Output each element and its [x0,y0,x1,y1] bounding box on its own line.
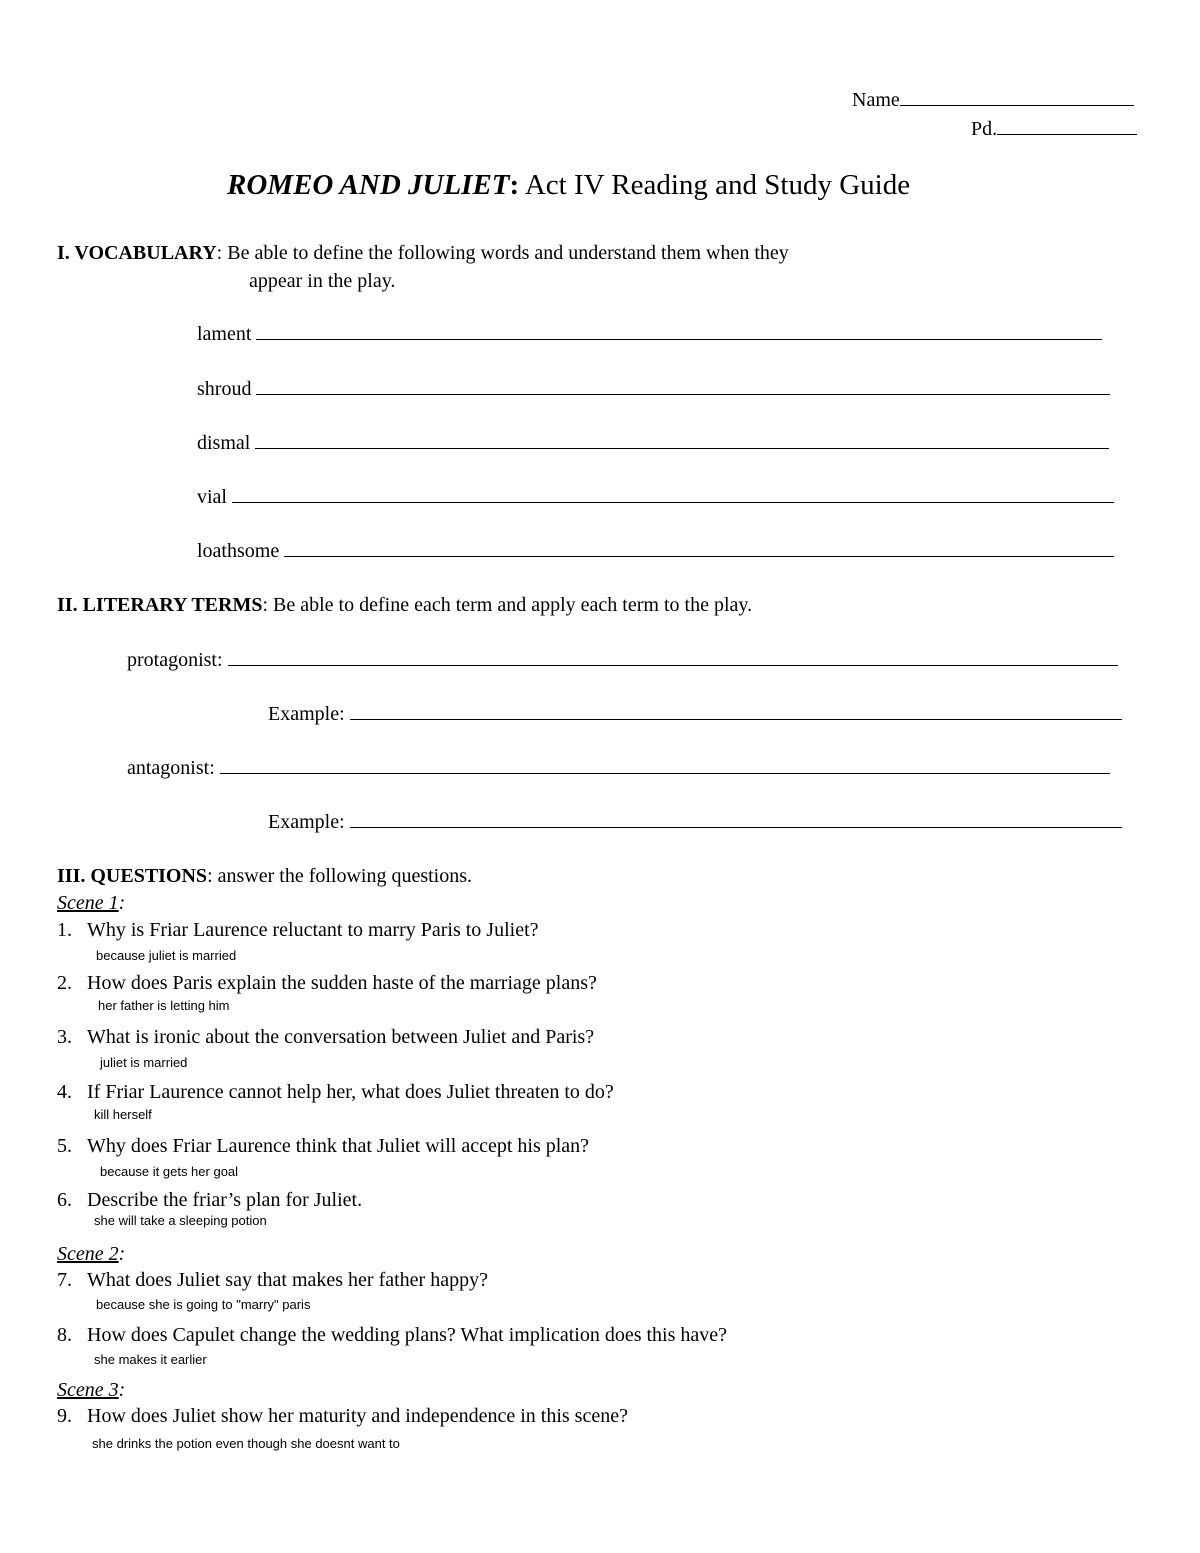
vocabulary-heading-line [57,241,789,265]
vocab-row-shroud [197,376,1110,401]
answer-9[interactable]: she drinks the potion even though she doesnt want to [92,1436,400,1451]
answer-8[interactable]: she makes it earlier [94,1352,207,1367]
vocab-word: vial [197,486,227,508]
question-4 [57,1080,614,1104]
question-5 [57,1134,589,1158]
scene-label: Scene 1 [57,892,119,914]
question-7 [57,1268,488,1292]
vocab-answer-blank[interactable] [284,538,1114,557]
vocab-word: loathsome [197,540,280,562]
answer-2[interactable]: her father is letting him [98,998,230,1013]
vocab-word: lament [197,323,252,345]
answer-3[interactable]: juliet is married [100,1055,188,1070]
title-colon: : [509,169,520,201]
period-blank[interactable] [997,116,1137,135]
name-field[interactable] [852,87,1134,112]
vocab-row-loathsome [197,538,1114,563]
questions-instruction: : answer the following questions. [207,865,473,887]
question-number: 8. [57,1324,72,1346]
question-text: What is ironic about the conversation between Juliet and Paris? [87,1026,595,1048]
scene-heading-2 [57,1242,125,1266]
title-play-name: ROMEO AND JULIET [227,169,510,201]
vocabulary-heading: I. VOCABULARY [57,242,217,264]
vocab-answer-blank[interactable] [232,484,1114,503]
literary-terms-heading-line [57,593,752,617]
example-label: Example: [268,811,345,833]
term-label: protagonist: [127,649,223,671]
vocabulary-instruction: : Be able to define the following words and understand them when they [216,242,789,264]
example-blank[interactable] [350,809,1122,828]
vocabulary-instruction-cont: appear in the play. [249,270,396,292]
name-label: Name [852,89,900,111]
answer-7[interactable]: because she is going to "marry" paris [96,1297,311,1312]
term-row-protagonist [127,647,1118,672]
literary-terms-instruction: : Be able to define each term and apply each term to the play. [262,594,753,616]
literary-terms-heading: II. LITERARY TERMS [57,594,263,616]
question-8 [57,1323,727,1347]
scene-label-suffix: : [118,1243,126,1265]
period-label: Pd. [971,118,998,140]
vocab-word: shroud [197,378,252,400]
question-number: 3. [57,1026,72,1048]
question-text: How does Juliet show her maturity and independence in this scene? [87,1405,628,1427]
question-number: 2. [57,972,72,994]
questions-heading-line [57,864,472,888]
vocab-row-vial [197,484,1114,509]
term-definition-blank[interactable] [228,647,1118,666]
question-1 [57,918,539,942]
period-field[interactable] [971,116,1137,141]
term-example-row-antagonist [268,809,1122,834]
question-number: 7. [57,1269,72,1291]
answer-1[interactable]: because juliet is married [96,948,237,963]
question-9 [57,1404,628,1428]
term-example-row-protagonist [268,701,1122,726]
term-label: antagonist: [127,757,215,779]
question-number: 1. [57,919,72,941]
question-text: What does Juliet say that makes her father happy? [87,1269,488,1291]
scene-label-suffix: : [118,1379,126,1401]
title-rest: Act IV Reading and Study Guide [519,169,911,201]
question-number: 6. [57,1189,72,1211]
question-2 [57,971,597,995]
question-6 [57,1188,362,1212]
example-blank[interactable] [350,701,1122,720]
answer-4[interactable]: kill herself [94,1107,152,1122]
vocab-answer-blank[interactable] [255,430,1109,449]
question-text: Describe the friar’s plan for Juliet. [87,1189,363,1211]
scene-label-suffix: : [118,892,126,914]
example-label: Example: [268,703,345,725]
questions-heading: III. QUESTIONS [57,865,208,887]
question-text: Why does Friar Laurence think that Juliet will accept his plan? [87,1135,590,1157]
question-text: How does Capulet change the wedding plans? What implication does this have? [87,1324,728,1346]
scene-heading-1 [57,891,125,915]
vocab-answer-blank[interactable] [256,376,1110,395]
vocab-row-lament [197,321,1102,346]
question-text: How does Paris explain the sudden haste of the marriage plans? [87,972,597,994]
name-blank[interactable] [900,87,1134,106]
answer-5[interactable]: because it gets her goal [100,1164,239,1179]
term-definition-blank[interactable] [220,755,1110,774]
vocab-row-dismal [197,430,1109,455]
question-text: Why is Friar Laurence reluctant to marry Paris to Juliet? [87,919,539,941]
question-text: If Friar Laurence cannot help her, what does Juliet threaten to do? [87,1081,614,1103]
vocab-word: dismal [197,432,251,454]
scene-label: Scene 3 [57,1379,119,1401]
page-title [227,168,910,202]
answer-6[interactable]: she will take a sleeping potion [94,1213,267,1228]
scene-label: Scene 2 [57,1243,119,1265]
question-3 [57,1025,594,1049]
vocab-answer-blank[interactable] [256,321,1102,340]
scene-heading-3 [57,1378,125,1402]
question-number: 5. [57,1135,72,1157]
question-number: 9. [57,1405,72,1427]
question-number: 4. [57,1081,72,1103]
term-row-antagonist [127,755,1110,780]
